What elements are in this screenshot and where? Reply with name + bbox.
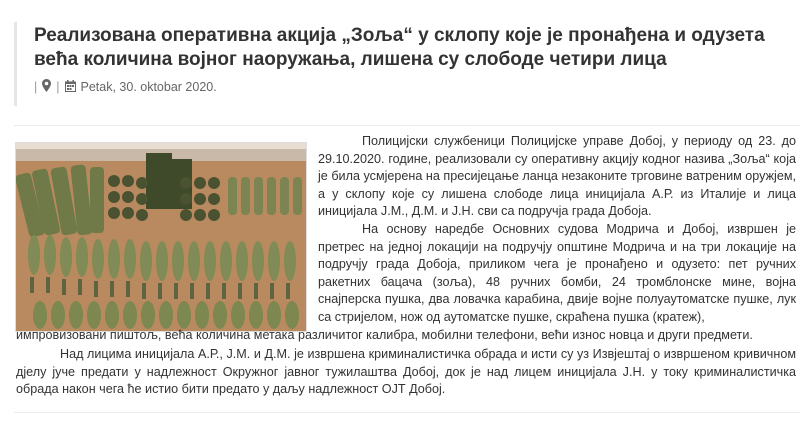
- article-meta: [34, 79, 217, 95]
- article-title: Реализована оперативна акција „Зоља“ у склопу које је пронађена и одузета већа количина војног наоружања, лишена су слободе четири лица: [34, 25, 765, 70]
- article-paragraph-3: Над лицима иницијала А.Р., Ј.М. и Д.М. је извршена криминалистичка обрада и исти су уз Извјештај о извршеном кривичном дјелу јуче предати у надлежност Окружног јавног тужилаштва Добој, док је над лицем иницијала Ј.Н. у току криминалистичка обрада након чега ће истио бити предато у даљу надлежност ОЈТ Добој.: [16, 347, 796, 397]
- article-paragraph-2: На основу наредбе Основних судова Модрича и Добој, извршен је претрес на једној локацији на подручју општине Модрича и на три локације на подручју града Добоја, приликом чега је пронађено и одузето: пет ручних ракетних бацача (зоља), 48 ручних бомби, 24 тромблонске мине, војна снајперска пушка, два ловачка карабина, двије војне полуаутоматске пушке, лук са стријелом, нож од аутоматске пушке, скраћена пушка (кратеж),: [318, 222, 796, 324]
- calendar-icon: [65, 80, 76, 95]
- article-date: Petak, 30. oktobar 2020.: [80, 80, 217, 94]
- header-divider: [14, 125, 800, 126]
- footer-divider: [14, 412, 800, 413]
- meta-separator: |: [56, 80, 60, 94]
- map-marker-icon: [42, 79, 51, 95]
- article-paragraph-1: Полицијски службеници Полицијске управе Добој, у периоду од 23. до 29.10.2020. године, реализовали су оперативну акцију кодног назива „Зоља“ која је била усмјерена на пресијецање ланца незаконите трговине ватреним оружјем, а у склопу које су лишена слободе лица иницијала А.Р. из Италије и лица иницијала Ј.М., Д.М. и Ј.Н. сви са подручја града Добоја.: [318, 134, 796, 219]
- article-photo: [15, 142, 307, 332]
- article-paragraph-2-end: импровизовани пиштољ, већа количина метака различитог калибра, мобилни телефони, већи износ новца и други предмети.: [16, 328, 753, 342]
- article-header: [14, 22, 800, 106]
- meta-separator: |: [34, 80, 38, 94]
